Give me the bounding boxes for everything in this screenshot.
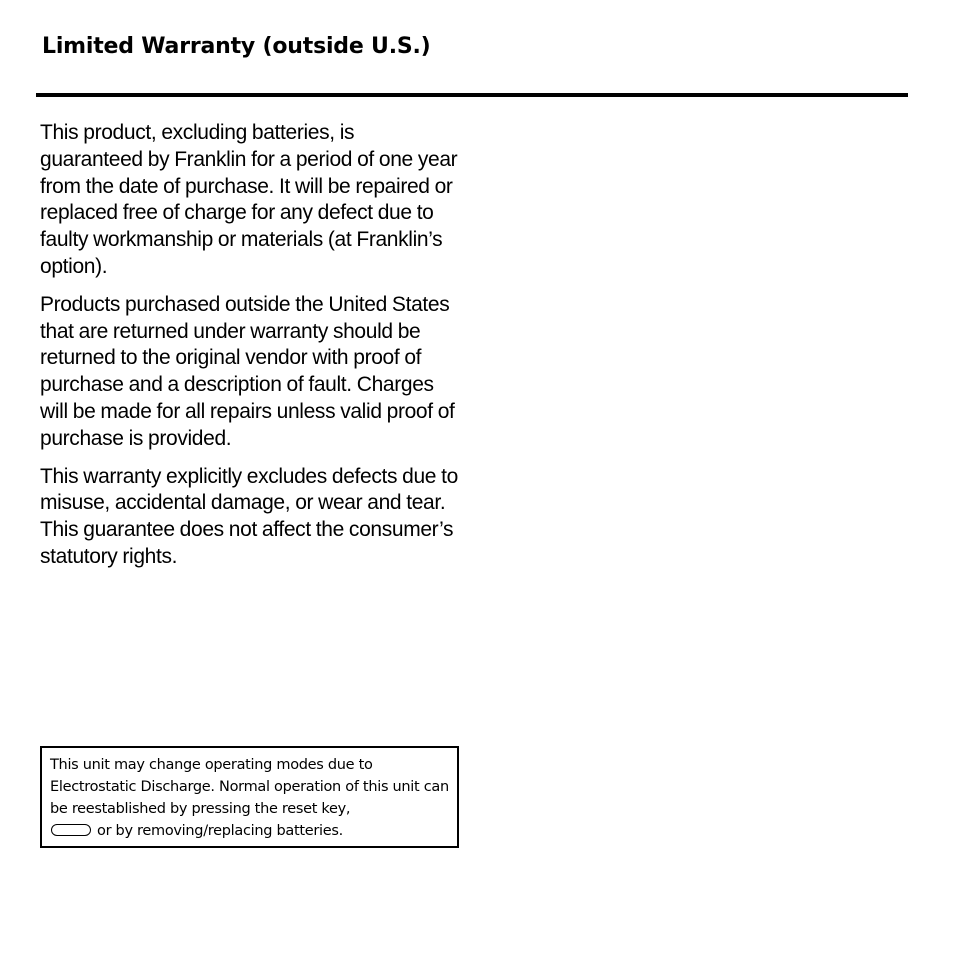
page-title: Limited Warranty (outside U.S.) — [42, 34, 431, 59]
reset-key-icon — [51, 824, 91, 836]
warranty-body — [40, 120, 460, 582]
warranty-paragraph-exclusions: This warranty explicitly excludes defects due to misuse, accidental damage, or wear and tear. This guarantee does not affect the consumer’s statutory rights. — [40, 464, 458, 568]
title-divider — [36, 93, 908, 97]
esd-notice-text-start: This unit may change operating modes due to Electrostatic Discharge. Normal operation of this unit can be reestablished by pressing the reset key, — [50, 757, 449, 817]
esd-notice-text-end: or by removing/replacing batteries. — [97, 823, 343, 839]
esd-notice-text — [50, 754, 458, 842]
warranty-paragraph-returns: Products purchased outside the United States that are returned under warranty should be returned to the original vendor with proof of purchase and a description of fault. Charges will be made for all repairs unless valid proof of purchase is provided. — [40, 292, 455, 450]
esd-notice-box — [40, 746, 459, 848]
warranty-paragraph-coverage: This product, excluding batteries, is guaranteed by Franklin for a period of one year from the date of purchase. It will be repaired or replaced free of charge for any defect due to faulty workmanship or materials (at Franklin’s option). — [40, 121, 458, 278]
